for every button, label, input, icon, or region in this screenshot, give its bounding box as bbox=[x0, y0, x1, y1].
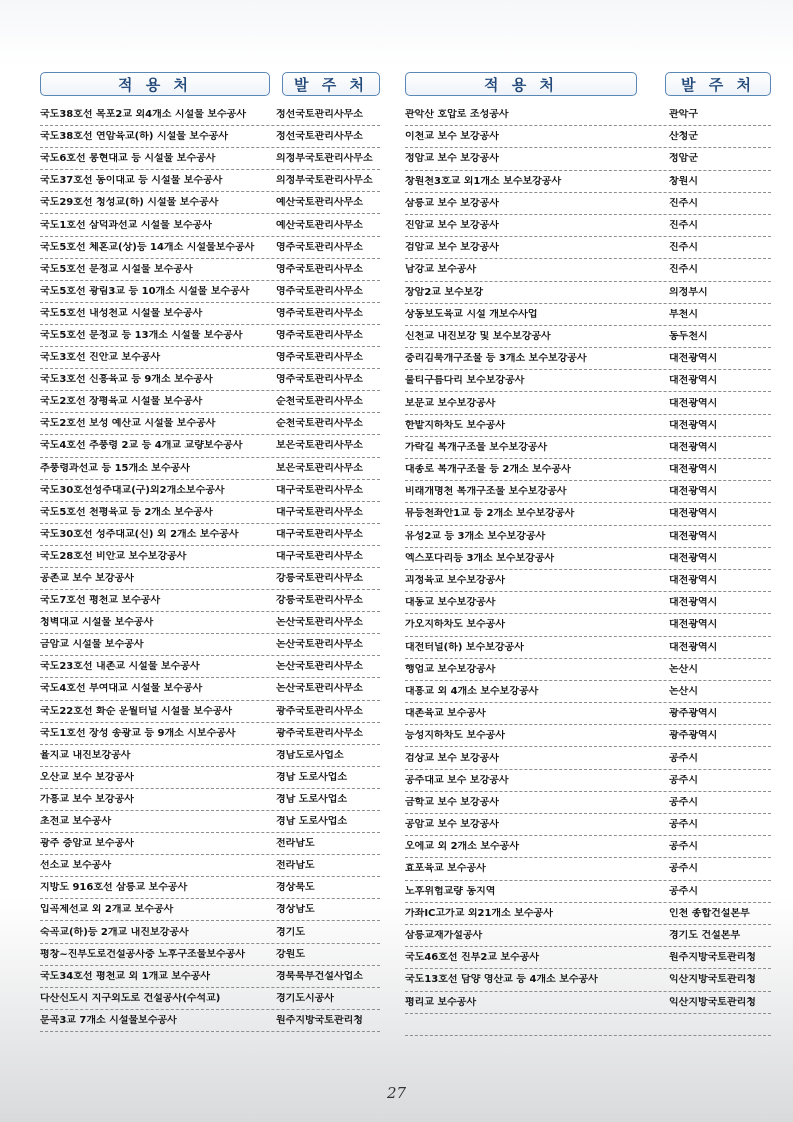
project-name: 대종로 복개구조물 등 2개소 보수공사 bbox=[405, 464, 571, 476]
client-name: 영주국토관리사무소 bbox=[276, 307, 363, 319]
table-row bbox=[40, 811, 380, 833]
left-table bbox=[40, 72, 380, 1032]
project-name: 뮤등천좌안1교 등 2개소 보수보강공사 bbox=[405, 508, 575, 520]
client-name: 공주시 bbox=[669, 796, 698, 808]
client-name: 논산시 bbox=[669, 685, 698, 697]
project-name: 장암2교 보수보강 bbox=[405, 286, 484, 298]
page-number: 27 bbox=[386, 1084, 407, 1102]
project-name: 금암교 시설물 보수공사 bbox=[40, 639, 144, 651]
project-name: 대전터널(하) 보수보강공사 bbox=[405, 641, 524, 653]
project-name: 국도5호선 문정교 등 13개소 시설물 보수공사 bbox=[40, 329, 243, 341]
client-name: 경기도 건설본부 bbox=[669, 930, 741, 942]
table-row bbox=[40, 347, 380, 369]
project-name: 가좌IC고가교 외21개소 보수공사 bbox=[405, 907, 553, 919]
client-name: 경남 도로사업소 bbox=[276, 771, 348, 783]
client-name: 대전광역시 bbox=[669, 597, 718, 609]
client-name: 의정부시 bbox=[669, 286, 708, 298]
table-row bbox=[405, 503, 771, 525]
client-name: 논산국토관리사무소 bbox=[276, 639, 363, 651]
table-row bbox=[405, 415, 771, 437]
client-name: 의정부국토관리사무소 bbox=[276, 175, 373, 187]
table-row bbox=[405, 326, 771, 348]
table-row bbox=[405, 814, 771, 836]
client-name: 정선국토관리사무소 bbox=[276, 131, 363, 143]
table-row bbox=[40, 502, 380, 524]
table-row bbox=[40, 480, 380, 502]
project-name: 문곡3교 7개소 시설물보수공사 bbox=[40, 1014, 177, 1026]
table-row bbox=[405, 836, 771, 858]
client-name: 영주국토관리사무소 bbox=[276, 241, 363, 253]
client-name: 정선국토관리사무소 bbox=[276, 109, 363, 121]
project-name: 청벽대교 시설물 보수공사 bbox=[40, 617, 154, 629]
client-name: 전라남도 bbox=[276, 860, 315, 872]
client-name: 순천국토관리사무소 bbox=[276, 396, 363, 408]
client-name: 광주광역시 bbox=[669, 708, 718, 720]
table-row bbox=[405, 637, 771, 659]
project-name: 신천교 내진보강 및 보수보강공사 bbox=[405, 330, 551, 342]
table-row bbox=[405, 947, 771, 969]
table-row bbox=[405, 992, 771, 1014]
project-name: 평리교 보수공사 bbox=[405, 996, 477, 1008]
table-row bbox=[40, 259, 380, 281]
right-table-header bbox=[405, 72, 771, 98]
client-name: 대전광역시 bbox=[669, 353, 718, 365]
client-name: 대전광역시 bbox=[669, 619, 718, 631]
client-name: 경북북부건설사업소 bbox=[276, 970, 363, 982]
project-name: 국도46호선 진부2교 보수공사 bbox=[405, 952, 540, 964]
client-name: 강원도 bbox=[276, 948, 305, 960]
project-name: 국도3호선 진안교 보수공사 bbox=[40, 352, 161, 364]
client-name: 공주시 bbox=[669, 752, 698, 764]
project-name: 국도13호선 담양 영산교 등 4개소 보수공사 bbox=[405, 974, 598, 986]
project-name: 국도7호선 평천교 보수공사 bbox=[40, 595, 161, 607]
project-name: 추풍령과선교 등 15개소 보수공사 bbox=[40, 462, 190, 474]
table-row bbox=[405, 126, 771, 148]
project-name: 국도30호선성주대교(구)외2개소보수공사 bbox=[40, 484, 225, 496]
client-name: 대전광역시 bbox=[669, 464, 718, 476]
client-name: 경남 도로사업소 bbox=[276, 816, 348, 828]
table-row bbox=[40, 877, 380, 899]
table-row bbox=[40, 435, 380, 457]
table-row bbox=[40, 767, 380, 789]
right-header-application: 적 용 처 bbox=[405, 72, 637, 96]
project-name: 지방도 916호선 삼릉교 보수공사 bbox=[40, 882, 188, 894]
client-name: 광주국토관리사무소 bbox=[276, 727, 363, 739]
table-row bbox=[40, 833, 380, 855]
table-row bbox=[40, 612, 380, 634]
project-name: 진암교 보수 보강공사 bbox=[405, 220, 499, 232]
project-name: 국도1호선 삼덕과선교 시설물 보수공사 bbox=[40, 219, 212, 231]
project-name: 국도3호선 신흥육교 등 9개소 보수공사 bbox=[40, 374, 213, 386]
client-name: 논산국토관리사무소 bbox=[276, 617, 363, 629]
table-row bbox=[405, 1014, 771, 1036]
table-row bbox=[40, 723, 380, 745]
client-name: 경남 도로사업소 bbox=[276, 793, 348, 805]
client-name: 대구국토관리사무소 bbox=[276, 506, 363, 518]
project-name: 대동교 보수보강공사 bbox=[405, 597, 496, 609]
table-row bbox=[40, 988, 380, 1010]
table-row bbox=[40, 281, 380, 303]
project-name: 오산교 보수 보강공사 bbox=[40, 771, 134, 783]
table-row bbox=[40, 104, 380, 126]
project-name: 국도5호선 체혼교(상)등 14개소 시설물보수공사 bbox=[40, 241, 255, 253]
project-name: 국도2호선 장평육교 시설물 보수공사 bbox=[40, 396, 203, 408]
client-name: 공주시 bbox=[669, 863, 698, 875]
client-name: 인천 종합건설본부 bbox=[669, 907, 750, 919]
table-row bbox=[405, 725, 771, 747]
table-row bbox=[405, 881, 771, 903]
client-name: 영주국토관리사무소 bbox=[276, 374, 363, 386]
project-name: 공암교 보수 보강공사 bbox=[405, 819, 499, 831]
project-name: 창원천3호교 외1개소 보수보강공사 bbox=[405, 175, 562, 187]
client-name: 익산지방국토관리청 bbox=[669, 996, 756, 1008]
table-row bbox=[40, 745, 380, 767]
left-header-application: 적 용 처 bbox=[40, 72, 270, 96]
table-row bbox=[405, 481, 771, 503]
client-name: 대구국토관리사무소 bbox=[276, 528, 363, 540]
client-name: 공주시 bbox=[669, 819, 698, 831]
table-row bbox=[405, 747, 771, 769]
table-row bbox=[40, 214, 380, 236]
table-row bbox=[405, 526, 771, 548]
project-name: 정암교 보수 보강공사 bbox=[405, 153, 499, 165]
client-name: 대전광역시 bbox=[669, 486, 718, 498]
client-name: 대구국토관리사무소 bbox=[276, 484, 363, 496]
project-name: 숙곡교(하)등 2개교 내진보강공사 bbox=[40, 926, 189, 938]
client-name: 원주지방국토관리청 bbox=[669, 952, 756, 964]
project-name: 국도38호선 목포2교 외4개소 시설물 보수공사 bbox=[40, 109, 246, 121]
client-name: 대전광역시 bbox=[669, 530, 718, 542]
table-row bbox=[405, 392, 771, 414]
project-name: 남강교 보수공사 bbox=[405, 264, 477, 276]
project-name: 검상교 보수 보강공사 bbox=[405, 752, 499, 764]
client-name: 부천시 bbox=[669, 308, 698, 320]
client-name: 경남도로사업소 bbox=[276, 749, 344, 761]
project-name: 국도5호선 문정교 시설물 보수공사 bbox=[40, 263, 193, 275]
client-name: 산청군 bbox=[669, 131, 698, 143]
project-name: 국도29호선 청성교(하) 시설물 보수공사 bbox=[40, 197, 219, 209]
table-row bbox=[405, 459, 771, 481]
project-name: 공주대교 보수 보강공사 bbox=[405, 774, 509, 786]
table-row bbox=[405, 437, 771, 459]
project-name: 국도23호선 내촌교 시설물 보수공사 bbox=[40, 661, 200, 673]
project-name: 노후위험교량 동지역 bbox=[405, 885, 496, 897]
table-row bbox=[40, 192, 380, 214]
left-table-rows bbox=[40, 104, 380, 1032]
table-row bbox=[40, 899, 380, 921]
client-name: 광주광역시 bbox=[669, 730, 718, 742]
client-name: 의정부국토관리사무소 bbox=[276, 153, 373, 165]
table-row bbox=[40, 369, 380, 391]
table-row bbox=[405, 193, 771, 215]
table-row bbox=[405, 681, 771, 703]
client-name: 영주국토관리사무소 bbox=[276, 329, 363, 341]
client-name: 진주시 bbox=[669, 242, 698, 254]
table-row bbox=[405, 925, 771, 947]
project-name: 국도30호선 성주대교(신) 외 2개소 보수공사 bbox=[40, 528, 239, 540]
project-name: 국도34호선 평천교 외 1개교 보수공사 bbox=[40, 970, 211, 982]
table-row bbox=[40, 966, 380, 988]
client-name: 영주국토관리사무소 bbox=[276, 285, 363, 297]
table-row bbox=[405, 237, 771, 259]
table-row bbox=[40, 413, 380, 435]
client-name: 대전광역시 bbox=[669, 508, 718, 520]
client-name: 예산국토관리사무소 bbox=[276, 219, 363, 231]
table-row bbox=[405, 104, 771, 126]
client-name: 예산국토관리사무소 bbox=[276, 197, 363, 209]
project-name: 국도28호선 비안교 보수보강공사 bbox=[40, 550, 187, 562]
project-name: 율지교 내진보강공사 bbox=[40, 749, 131, 761]
table-row bbox=[405, 259, 771, 281]
left-table-header bbox=[40, 72, 380, 98]
client-name: 대전광역시 bbox=[669, 375, 718, 387]
client-name: 논산국토관리사무소 bbox=[276, 661, 363, 673]
client-name: 대전광역시 bbox=[669, 641, 718, 653]
table-row bbox=[405, 304, 771, 326]
right-table-rows bbox=[405, 104, 771, 1036]
table-row bbox=[405, 570, 771, 592]
table-row bbox=[40, 126, 380, 148]
client-name: 전라남도 bbox=[276, 838, 315, 850]
client-name: 논산국토관리사무소 bbox=[276, 683, 363, 695]
project-name: 가락길 복개구조물 보수보강공사 bbox=[405, 441, 548, 453]
client-name: 대전광역시 bbox=[669, 552, 718, 564]
client-name: 강릉국토관리사무소 bbox=[276, 595, 363, 607]
table-row bbox=[405, 215, 771, 237]
table-row bbox=[405, 171, 771, 193]
right-header-client: 발 주 처 bbox=[665, 72, 771, 96]
project-name: 대촌육교 보수공사 bbox=[405, 708, 486, 720]
project-name: 공촌교 보수 보강공사 bbox=[40, 573, 134, 585]
project-name: 광주 증암교 보수공사 bbox=[40, 838, 134, 850]
project-name: 국도5호선 천평육교 등 2개소 보수공사 bbox=[40, 506, 213, 518]
client-name: 영주국토관리사무소 bbox=[276, 263, 363, 275]
client-name: 경기도시공사 bbox=[276, 992, 334, 1004]
table-row bbox=[405, 703, 771, 725]
client-name: 경상남도 bbox=[276, 904, 315, 916]
table-row bbox=[40, 546, 380, 568]
table-row bbox=[40, 590, 380, 612]
project-name: 보문교 보수보강공사 bbox=[405, 397, 496, 409]
client-name: 진주시 bbox=[669, 220, 698, 232]
client-name: 공주시 bbox=[669, 841, 698, 853]
project-name: 선소교 보수공사 bbox=[40, 860, 112, 872]
project-name: 입곡제선교 외 2개교 보수공사 bbox=[40, 904, 174, 916]
project-name: 불티구름다리 보수보강공사 bbox=[405, 375, 525, 387]
table-row bbox=[405, 659, 771, 681]
client-name: 익산지방국토관리청 bbox=[669, 974, 756, 986]
client-name: 대전광역시 bbox=[669, 441, 718, 453]
project-name: 괴정육교 보수보강공사 bbox=[405, 575, 506, 587]
client-name: 대구국토관리사무소 bbox=[276, 550, 363, 562]
project-name: 대흥교 외 4개소 보수보강공사 bbox=[405, 685, 539, 697]
table-row bbox=[40, 524, 380, 546]
table-row bbox=[405, 370, 771, 392]
project-name: 삼릉교 보수 보강공사 bbox=[405, 197, 499, 209]
table-row bbox=[40, 944, 380, 966]
left-header-client: 발 주 처 bbox=[282, 72, 380, 96]
project-name: 평창~진부도로건설공사중 노후구조물보수공사 bbox=[40, 948, 246, 960]
table-row bbox=[405, 348, 771, 370]
project-name: 다산신도시 지구외도로 건설공사(수석교) bbox=[40, 992, 221, 1004]
project-name: 국도2호선 보성 예산교 시설물 보수공사 bbox=[40, 418, 216, 430]
table-row bbox=[40, 568, 380, 590]
table-row bbox=[40, 148, 380, 170]
table-row bbox=[40, 1010, 380, 1032]
table-row bbox=[405, 770, 771, 792]
project-name: 엑스포다리등 3개소 보수보강공사 bbox=[405, 552, 555, 564]
client-name: 관악구 bbox=[669, 109, 698, 121]
table-row bbox=[40, 303, 380, 325]
table-row bbox=[405, 614, 771, 636]
project-name: 한밭지하차도 보수공사 bbox=[405, 419, 506, 431]
table-row bbox=[405, 858, 771, 880]
project-name: 오에교 외 2개소 보수공사 bbox=[405, 841, 520, 853]
table-row bbox=[40, 634, 380, 656]
project-name: 국도6호선 봉현대교 등 시설물 보수공사 bbox=[40, 153, 216, 165]
client-name: 진주시 bbox=[669, 264, 698, 276]
table-row bbox=[40, 391, 380, 413]
client-name: 광주국토관리사무소 bbox=[276, 705, 363, 717]
table-row bbox=[405, 969, 771, 991]
table-row bbox=[40, 855, 380, 877]
client-name: 공주시 bbox=[669, 885, 698, 897]
client-name: 동두천시 bbox=[669, 330, 708, 342]
project-name: 초전교 보수공사 bbox=[40, 816, 112, 828]
table-row bbox=[40, 789, 380, 811]
client-name: 대전광역시 bbox=[669, 575, 718, 587]
table-row bbox=[40, 678, 380, 700]
client-name: 창원시 bbox=[669, 175, 698, 187]
client-name: 보은국토관리사무소 bbox=[276, 440, 363, 452]
table-row bbox=[405, 548, 771, 570]
project-name: 국도4호선 부여대교 시설물 보수공사 bbox=[40, 683, 203, 695]
table-row bbox=[40, 921, 380, 943]
table-row bbox=[40, 325, 380, 347]
project-name: 국도5호선 광림3교 등 10개소 시설물 보수공사 bbox=[40, 285, 250, 297]
project-name: 비래개명천 복개구조물 보수보강공사 bbox=[405, 486, 567, 498]
table-row bbox=[405, 148, 771, 170]
client-name: 보은국토관리사무소 bbox=[276, 462, 363, 474]
project-name: 국도1호선 장성 송광교 등 9개소 시보수공사 bbox=[40, 727, 236, 739]
project-name: 국도4호선 추풍령 2교 등 4개교 교량보수공사 bbox=[40, 440, 243, 452]
project-name: 국도37호선 동이대교 등 시설물 보수공사 bbox=[40, 175, 223, 187]
table-row bbox=[40, 237, 380, 259]
project-name: 가오지하차도 보수공사 bbox=[405, 619, 506, 631]
project-name: 금학교 보수 보강공사 bbox=[405, 796, 499, 808]
project-name: 가흥교 보수 보강공사 bbox=[40, 793, 134, 805]
client-name: 공주시 bbox=[669, 774, 698, 786]
table-row bbox=[405, 282, 771, 304]
table-row bbox=[40, 701, 380, 723]
project-name: 검암교 보수 보강공사 bbox=[405, 242, 499, 254]
client-name: 논산시 bbox=[669, 663, 698, 675]
table-row bbox=[405, 903, 771, 925]
client-name: 진주시 bbox=[669, 197, 698, 209]
client-name: 원주지방국토관리청 bbox=[276, 1014, 363, 1026]
right-table bbox=[405, 72, 771, 1036]
project-name: 상동보도육교 시설 개보수사업 bbox=[405, 308, 538, 320]
client-name: 대전광역시 bbox=[669, 419, 718, 431]
client-name: 경상북도 bbox=[276, 882, 315, 894]
client-name: 대전광역시 bbox=[669, 397, 718, 409]
project-name: 국도38호선 연암육교(하) 시설물 보수공사 bbox=[40, 131, 229, 143]
project-name: 국도22호선 화순 운월터널 시설물 보수공사 bbox=[40, 705, 233, 717]
client-name: 정암군 bbox=[669, 153, 698, 165]
project-name: 효포육교 보수공사 bbox=[405, 863, 486, 875]
table-row bbox=[405, 592, 771, 614]
client-name: 순천국토관리사무소 bbox=[276, 418, 363, 430]
project-name: 삼릉교재가설공사 bbox=[405, 930, 483, 942]
project-name: 관악산 호압로 조성공사 bbox=[405, 109, 509, 121]
table-row bbox=[40, 170, 380, 192]
table-row bbox=[40, 656, 380, 678]
project-name: 능성지하차도 보수공사 bbox=[405, 730, 506, 742]
client-name: 강릉국토관리사무소 bbox=[276, 573, 363, 585]
project-name: 국도5호선 내성천교 시설물 보수공사 bbox=[40, 307, 203, 319]
table-row bbox=[405, 792, 771, 814]
client-name: 경기도 bbox=[276, 926, 305, 938]
project-name: 이천교 보수 보강공사 bbox=[405, 131, 499, 143]
project-name: 중리김북개구조물 등 3개소 보수보강공사 bbox=[405, 353, 587, 365]
table-row bbox=[40, 458, 380, 480]
project-name: 유성2교 등 3개소 보수보강공사 bbox=[405, 530, 546, 542]
client-name: 영주국토관리사무소 bbox=[276, 352, 363, 364]
project-name: 행엄교 보수보강공사 bbox=[405, 663, 496, 675]
